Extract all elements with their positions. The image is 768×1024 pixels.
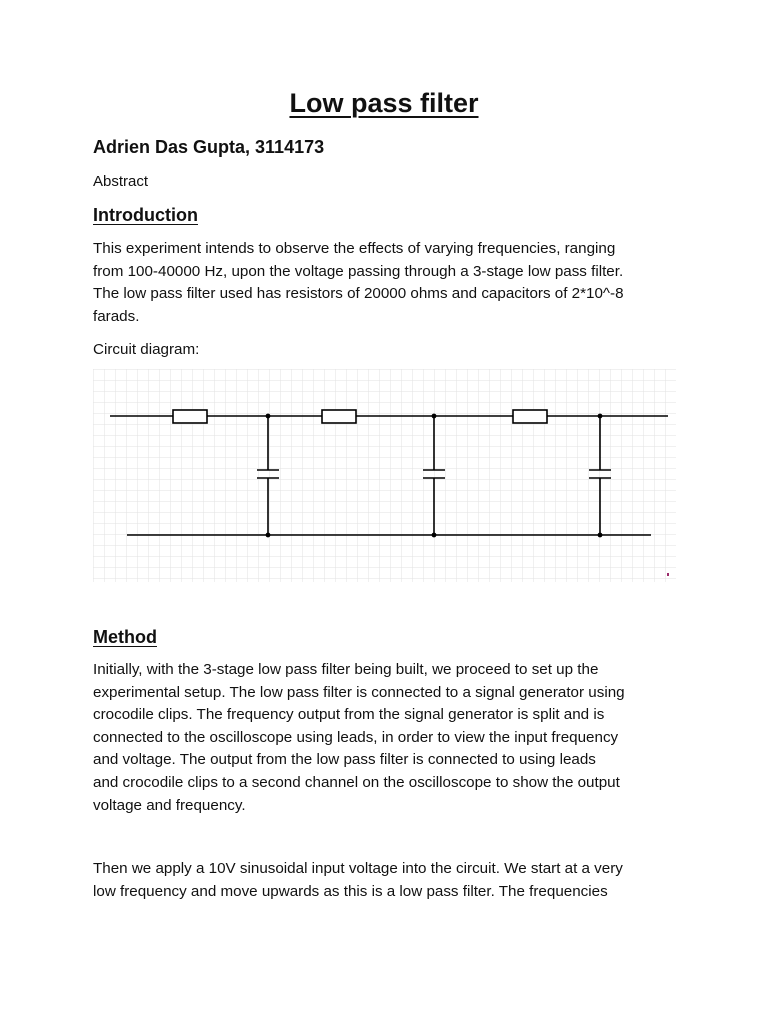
introduction-heading: Introduction	[93, 205, 198, 225]
paragraph-line: and voltage. The output from the low pass filter is connected to using leads	[93, 751, 596, 769]
paragraph-line: low frequency and move upwards as this is a low pass filter. The frequencies	[93, 882, 608, 900]
paragraph-line: The low pass filter used has resistors of 20000 ohms and capacitors of 2*10^-8	[93, 285, 624, 303]
method-paragraph-2	[93, 858, 683, 903]
junction-dot	[432, 414, 437, 419]
junction-dot	[598, 414, 603, 419]
paragraph-line: voltage and frequency.	[93, 796, 246, 814]
method-paragraph-1	[93, 659, 683, 817]
introduction-paragraph	[93, 238, 683, 328]
resistor-1	[173, 410, 207, 423]
junction-dot	[266, 414, 271, 419]
paragraph-line: crocodile clips. The frequency output from the signal generator is split and is	[93, 706, 605, 724]
circuit-diagram-label: Circuit diagram:	[93, 341, 200, 358]
paragraph-line: connected to the oscilloscope using leads, in order to view the input frequency	[93, 728, 619, 746]
paragraph-line: Initially, with the 3-stage low pass filter being built, we proceed to set up the	[93, 661, 599, 678]
paragraph-line: experimental setup. The low pass filter is connected to a signal generator using	[93, 683, 625, 701]
method-heading: Method	[93, 627, 157, 647]
paragraph-line: This experiment intends to observe the effects of varying frequencies, ranging	[93, 240, 616, 257]
junction-dot	[432, 533, 437, 538]
resistor-2	[322, 410, 356, 423]
grid-background	[93, 369, 676, 582]
paragraph-line: farads.	[93, 307, 140, 325]
document-title: Low pass filter	[289, 88, 479, 118]
circuit-diagram	[93, 369, 676, 582]
abstract-label: Abstract	[93, 173, 149, 190]
junction-dot	[266, 533, 271, 538]
paragraph-line: and crocodile clips to a second channel on the oscilloscope to show the output	[93, 773, 620, 791]
junction-dot	[598, 533, 603, 538]
paragraph-line: from 100-40000 Hz, upon the voltage passing through a 3-stage low pass filter.	[93, 262, 624, 280]
author-line: Adrien Das Gupta, 3114173	[93, 137, 325, 157]
paragraph-line: Then we apply a 10V sinusoidal input voltage into the circuit. We start at a very	[93, 860, 623, 877]
stray-marker	[667, 573, 669, 576]
resistor-3	[513, 410, 547, 423]
